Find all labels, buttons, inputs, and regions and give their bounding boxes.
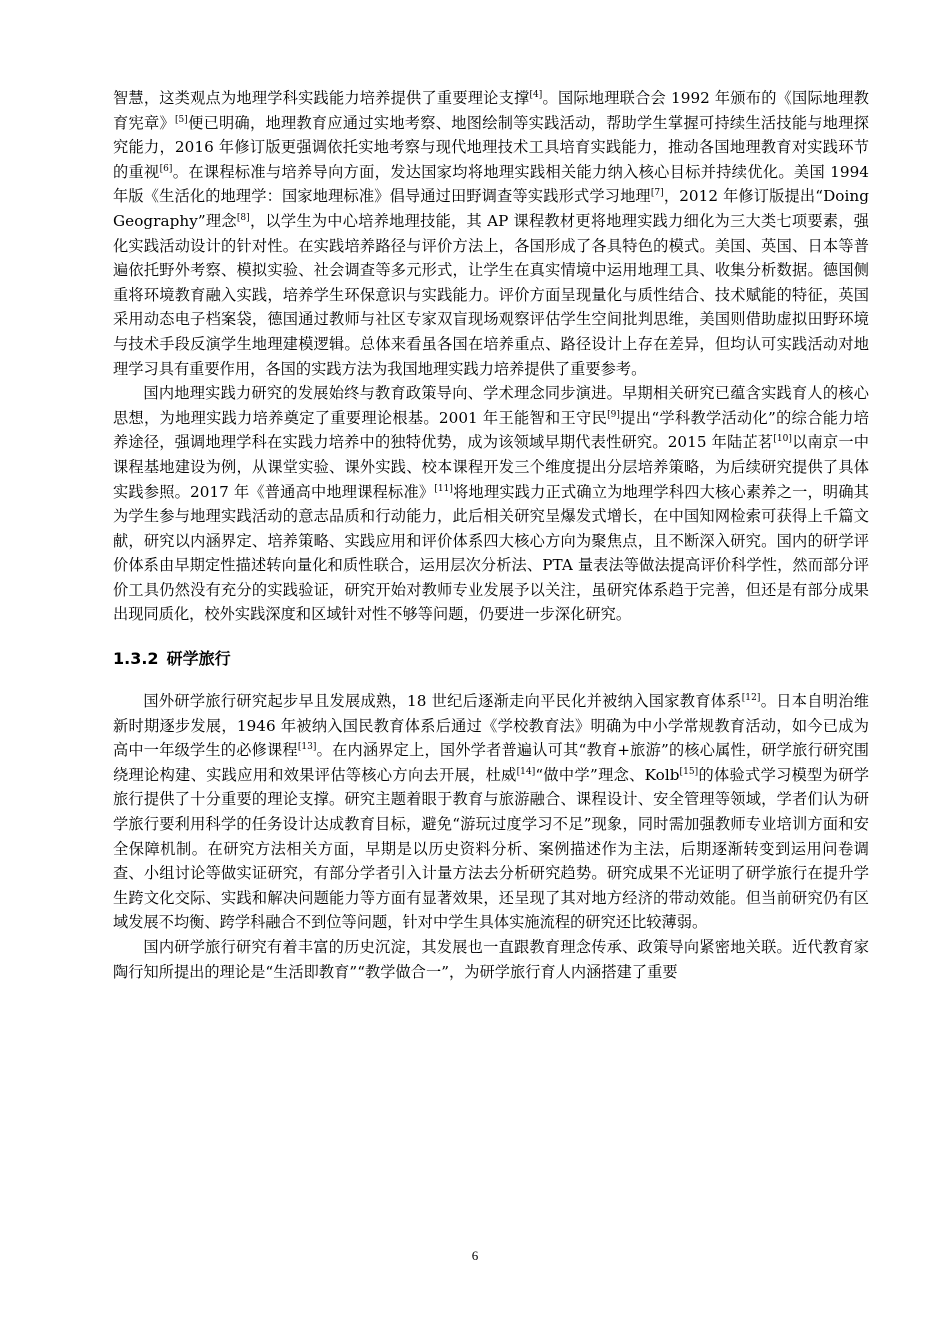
document-body <box>113 86 869 984</box>
citation-ref: [11] <box>434 483 453 494</box>
citation-ref: [5] <box>174 114 188 125</box>
citation-ref: [10] <box>773 434 792 445</box>
citation-ref: [6] <box>159 163 173 174</box>
citation-ref: [14] <box>516 766 536 777</box>
citation-ref: [13] <box>297 742 317 753</box>
citation-ref: [8] <box>236 212 250 223</box>
section-title: 研学旅行 <box>166 649 231 669</box>
section-heading <box>113 647 869 671</box>
citation-ref: [12] <box>741 693 761 704</box>
section-number: 1.3.2 <box>113 649 159 669</box>
citation-ref: [4] <box>529 90 543 100</box>
paragraph-domestic-study-travel: 国内研学旅行研究有着丰富的历史沉淀，其发展也一直跟教育理念传承、政策导向紧密地关联。近代教育家陶行知所提出的理论是“生活即教育”“教学做合一”，为研学旅行育人内涵搭建了重要 <box>113 938 869 981</box>
citation-ref: [9] <box>607 409 620 420</box>
paragraph-domestic-geography-practice: 国内地理实践力研究的发展始终与教育政策导向、学术理念同步演进。早期相关研究已蕴含实践育人的核心思想，为地理实践力培养奠定了重要理论根基。2001 年王能智和王守民[9]提出“学科教学活动化”的综合能力培养途径，强调地理学科在实践力培养中的独特优势，成为该领域早期代表性研究。2015 年陆芷茗[10]以南京一中课程基地建设为例，从课堂实验、课外实践、校本课程开发三个维度提出分层培养策略，为后续研究提供了具体实践参照。2017 年《普通高中地理课程标准》[11]将地理实践力正式确立为地理学科四大核心素养之一，明确其为学生参与地理实践活动的意志品质和行动能力，此后相关研究呈爆发式增长，在中国知网检索可获得上千篇文献，研究以内涵界定、培养策略、实践应用和评价体系四大核心方向为聚焦点，且不断深入研究。国内的研学评价体系由早期定性描述转向量化和质性联合，运用层次分析法、PTA 量表法等做法提高评价科学性，然而部分评价工具仍然没有充分的实践验证，研究开始对教师专业发展予以关注，虽研究体系趋于完善，但还是有部分成果出现同质化，校外实践深度和区域针对性不够等问题，仍要进一步深化研究。 <box>113 384 869 624</box>
paragraph-international-study-travel: 国外研学旅行研究起步早且发展成熟，18 世纪后逐渐走向平民化并被纳入国家教育体系[12]。日本自明治维新时期逐步发展，1946 年被纳入国民教育体系后通过《学校教育法》明确为中小学常规教育活动，如今已成为高中一年级学生的必修课程[13]。在内涵界定上，国外学者普遍认可其“教育+旅游”的核心属性，研学旅行研究围绕理论构建、实践应用和效果评估等核心方向去开展，杜威[14]“做中学”理念、Kolb[15]的体验式学习模型为研学旅行提供了十分重要的理论支撑。研究主题着眼于教育与旅游融合、课程设计、安全管理等领域，学者们认为研学旅行要利用科学的任务设计达成教育目标，避免“游玩过度学习不足”现象，同时需加强教师专业培训方面和安全保障机制。在研究方法相关方面，早期是以历史资料分析、案例描述作为主法，后期逐渐转变到运用问卷调查、小组讨论等做实证研究，有部分学者引入计量方法去分析研究趋势。研究成果不光证明了研学旅行在提升学生跨文化交际、实践和解决问题能力等方面有显著效果，还呈现了其对地方经济的带动效能。但当前研究仍有区域发展不均衡、跨学科融合不到位等问题，针对中学生具体实施流程的研究还比较薄弱。 <box>113 692 869 932</box>
citation-ref: [7] <box>650 188 664 199</box>
citation-ref: [15] <box>679 766 699 777</box>
page-number: 6 <box>471 1248 479 1263</box>
paragraph-international-geography-practice: 智慧，这类观点为地理学科实践能力培养提供了重要理论支撑[4]。国际地理联合会 1992 年颁布的《国际地理教育宪章》[5]便已明确，地理教育应通过实地考察、地图绘制等实践活动，帮助学生掌握可持续生活技能与地理探究能力，2016 年修订版更强调依托实地考察与现代地理技术工具培育实践能力，推动各国地理教育对实践环节的重视[6]。在课程标准与培养导向方面，发达国家均将地理实践相关能力纳入核心目标并持续优化。美国 1994 年版《生活化的地理学：国家地理标准》倡导通过田野调查等实践形式学习地理[7]，2012 年修订版提出“Doing Geography”理念[8]，以学生为中心培养地理技能，其 AP 课程教材更将地理实践力细化为三大类七项要素，强化实践活动设计的针对性。在实践培养路径与评价方法上，各国形成了各具特色的模式。美国、英国、日本等普遍依托野外考察、模拟实验、社会调查等多元形式，让学生在真实情境中运用地理工具、收集分析数据。德国侧重将环境教育融入实践，培养学生环保意识与实践能力。评价方面呈现量化与质性结合、技术赋能的特征，英国采用动态电子档案袋，德国通过教师与社区专家双盲现场观察评估学生空间批判思维，美国则借助虚拟田野环境与技术手段反演学生地理建模逻辑。总体来看虽各国在培养重点、路径设计上存在差异，但均认可实践活动对地理学习具有重要作用，各国的实践方法为我国地理实践力培养提供了重要参考。 <box>113 89 870 378</box>
